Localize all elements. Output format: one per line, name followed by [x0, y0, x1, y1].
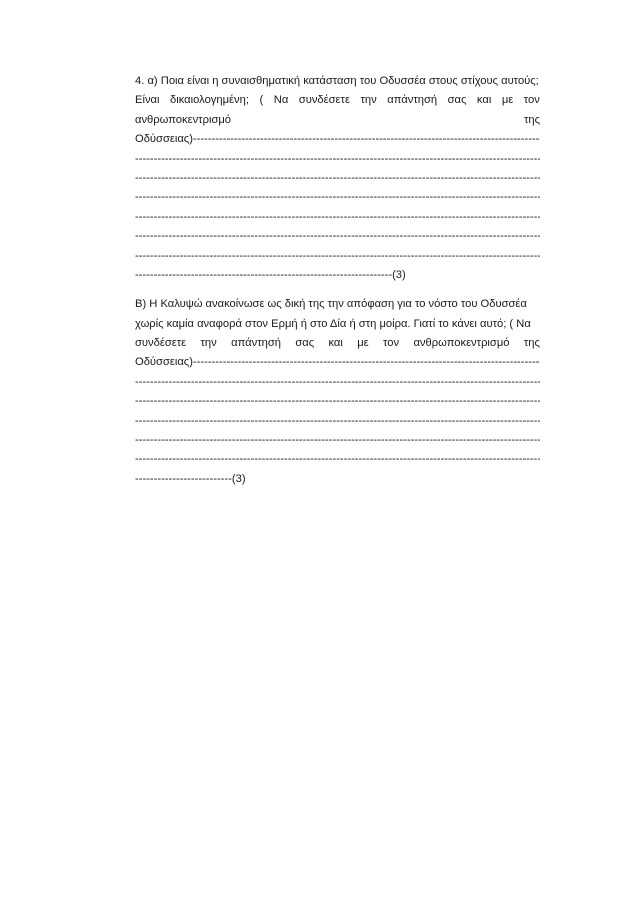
word: ανθρωποκεντρισμό [413, 337, 510, 350]
word: Να [273, 94, 289, 107]
dash-fill [193, 356, 540, 368]
answer-line-4a-5[interactable] [135, 227, 540, 246]
word: την [200, 337, 217, 350]
word: της [523, 337, 540, 350]
word: τον [523, 94, 540, 107]
question-b-line-3 [135, 334, 540, 353]
answer-line-b-start[interactable] [135, 353, 540, 372]
word: με [357, 337, 369, 350]
answer-line-4a-6[interactable] [135, 247, 540, 266]
dash-fill [193, 133, 540, 145]
word: συνδέσετε [135, 337, 187, 350]
points-marks: (3) [231, 472, 246, 485]
answer-line-b-2[interactable] [135, 392, 540, 411]
question-4a-line-2 [135, 91, 540, 110]
word: με [501, 94, 514, 107]
worksheet-content [135, 72, 540, 489]
answer-line-b-last[interactable] [135, 470, 540, 489]
question-4a-line-4-text: Οδύσσειας) [135, 133, 193, 146]
answer-line-4a-1[interactable] [135, 150, 540, 169]
word: συνδέσετε [298, 94, 350, 107]
word: τον [383, 337, 400, 350]
answer-line-4a-3[interactable] [135, 188, 540, 207]
word: την [360, 94, 377, 107]
word: της [523, 113, 540, 126]
word: απάντησή [231, 337, 281, 350]
answer-line-b-5[interactable] [135, 450, 540, 469]
word: απάντησή [387, 94, 438, 107]
answer-line-4a-2[interactable] [135, 169, 540, 188]
question-b-line-2: χωρίς καμία αναφορά στον Ερμή ή στο Δία ή στη μοίρα. Γιατί το κάνει αυτό; ( Να [135, 317, 531, 330]
dash-fill: -------------------------- [135, 472, 232, 485]
question-b-line-4-text: Οδύσσειας) [135, 356, 193, 369]
question-4a-line-3 [135, 111, 540, 130]
question-b-line-1: Β) Η Καλυψώ ανακοίνωσε ως δική της την απόφαση για το νόστο του Οδυσσέα [135, 298, 527, 311]
answer-line-b-1[interactable] [135, 373, 540, 392]
answer-line-b-4[interactable] [135, 431, 540, 450]
dash-fill: --------------------------------------------------------------------- [135, 268, 393, 281]
section-gap [135, 285, 540, 295]
answer-line-4a-last[interactable] [135, 266, 540, 285]
answer-line-4a-4[interactable] [135, 208, 540, 227]
word: σας [447, 94, 467, 107]
word: ανθρωποκεντρισμό [135, 113, 232, 126]
points-marks: (3) [392, 268, 406, 281]
word: Είναι [135, 94, 160, 107]
answer-line-b-3[interactable] [135, 412, 540, 431]
word: και [328, 337, 343, 350]
word: και [476, 94, 492, 107]
question-4a-line-1: 4. α) Ποια είναι η συναισθηματική κατάσταση του Οδυσσέα στους στίχους αυτούς; [135, 75, 539, 87]
word: σας [295, 337, 315, 350]
word: ( [259, 94, 264, 107]
answer-line-4a-start[interactable] [135, 130, 540, 149]
word: δικαιολογημένη; [170, 94, 249, 107]
